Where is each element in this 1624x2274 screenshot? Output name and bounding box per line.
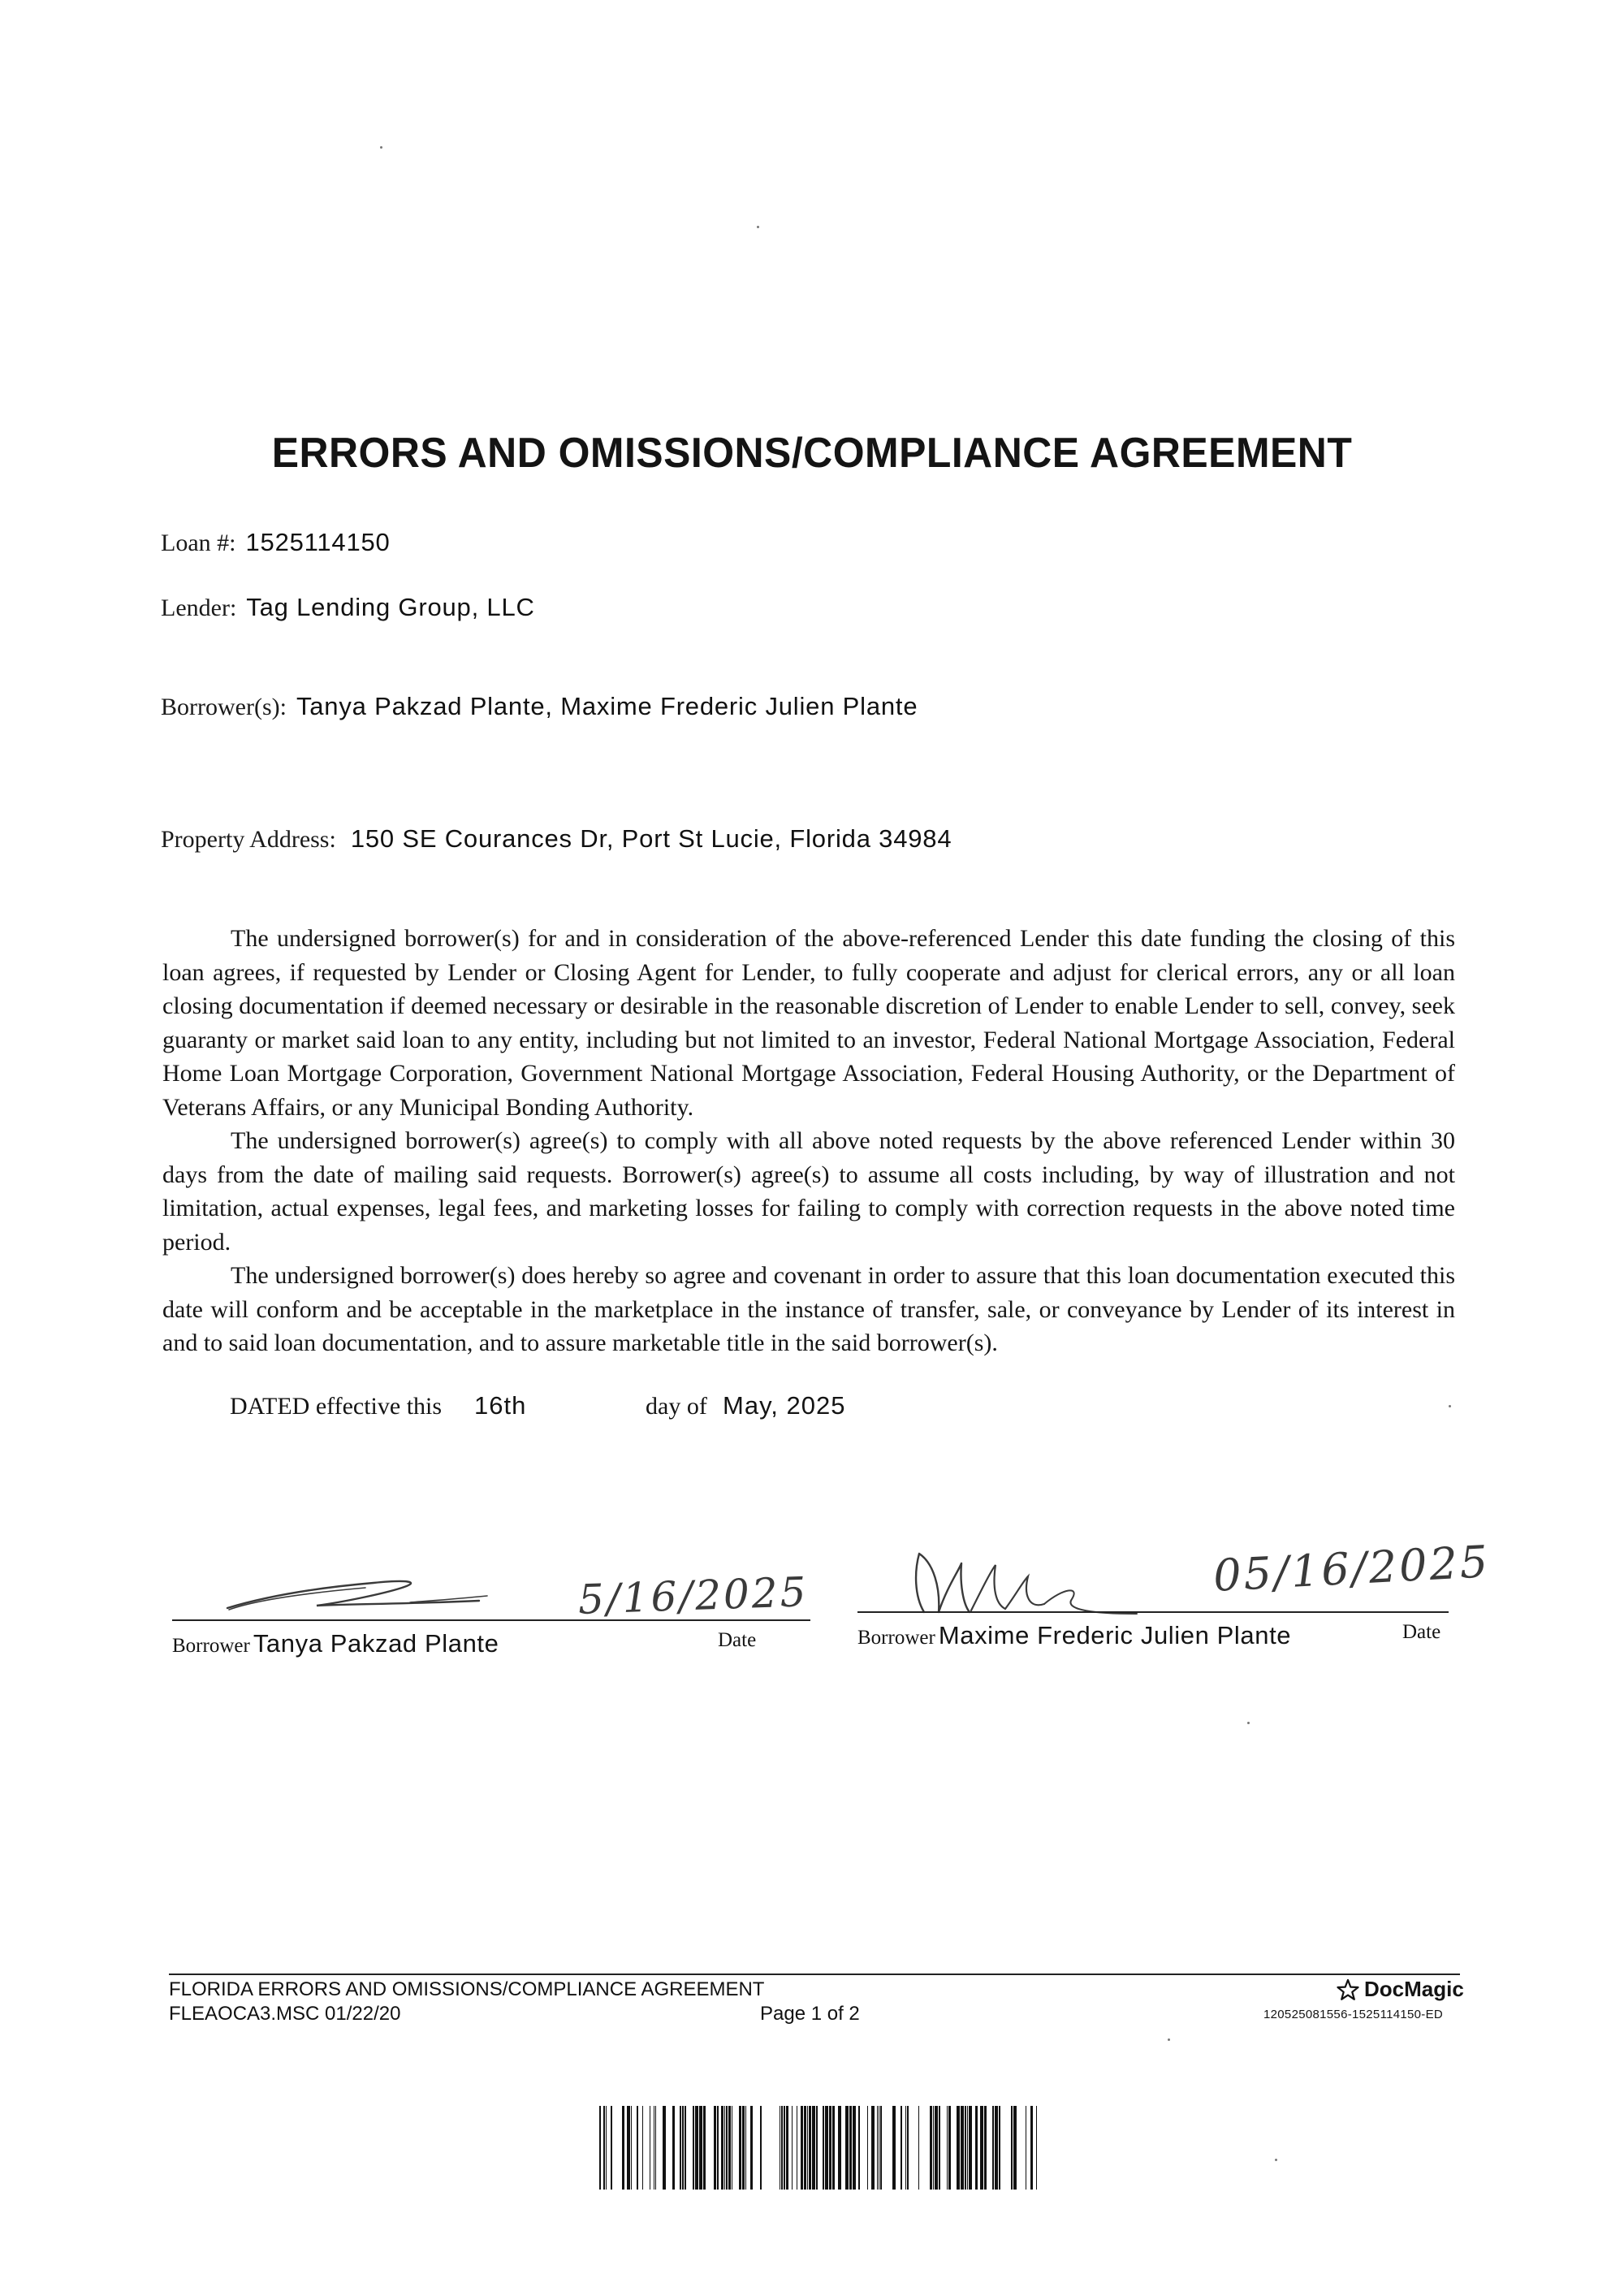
agreement-paragraph-1: The undersigned borrower(s) for and in consideration of the above-referenced Lender this date funding the closing of this loan agrees, if requested by Lender or Closing Agent for Lender, to fully cooperate and adjust for clerical errors, any or all loan closing documentation if deemed necessary or desirable in the reasonable discretion of Lender to enable Lender to sell, convey, seek guaranty or market said loan to any entity, including but not limited to an investor, Federal National Mortgage Association, Federal Home Loan Mortgage Corporation, Government National Mortgage Association, Federal Housing Authority, or the Department of Veterans Affairs, or any Municipal Bonding Authority.: [162, 925, 1455, 1121]
barcode-bar: [961, 2106, 964, 2190]
borrower-1-signature-line: [172, 1619, 810, 1621]
borrower-2-signature-line: [857, 1611, 1449, 1613]
barcode-bar: [685, 2106, 686, 2190]
barcode-bar: [807, 2106, 808, 2190]
barcode-bar: [801, 2106, 803, 2190]
barcode-bar: [792, 2106, 793, 2190]
borrower-1-date-caption: Date: [718, 1629, 757, 1651]
barcode-bar: [892, 2106, 896, 2190]
barcode-bar: [995, 2106, 998, 2190]
dated-middle: day of: [646, 1393, 707, 1420]
borrower-2-caption: [857, 1621, 1291, 1650]
barcode-bar: [871, 2106, 875, 2190]
barcode-bar: [957, 2106, 960, 2190]
footer-divider: [169, 1974, 1460, 1975]
borrowers-value: Tanya Pakzad Plante, Maxime Frederic Julien Plante: [296, 692, 918, 720]
barcode-bar: [809, 2106, 811, 2190]
borrowers-label: Borrower(s):: [161, 694, 287, 720]
document-barcode: [598, 2106, 1043, 2190]
barcode-bar: [832, 2106, 835, 2190]
footer-form-code: FLEAOCA3.MSC 01/22/20: [169, 2003, 401, 2025]
docmagic-brand: DocMagic: [1364, 1977, 1464, 2001]
barcode-bar: [969, 2106, 972, 2190]
barcode-bar: [933, 2106, 934, 2190]
barcode-bar: [631, 2106, 632, 2190]
barcode-bar: [947, 2106, 948, 2190]
barcode-bar: [867, 2106, 868, 2190]
barcode-bar: [786, 2106, 788, 2190]
barcode-bar: [682, 2106, 684, 2190]
barcode-bar: [724, 2106, 725, 2190]
property-address-label: Property Address:: [161, 826, 336, 853]
borrower-2-signature: [901, 1539, 1145, 1628]
barcode-bar: [622, 2106, 624, 2190]
borrower-1-caption: [172, 1629, 499, 1658]
barcode-bar: [980, 2106, 983, 2190]
scan-speck: [380, 146, 382, 149]
barcode-bar: [699, 2106, 702, 2190]
borrower-1-signature: [219, 1563, 512, 1636]
star-icon: [1337, 1978, 1359, 2001]
scan-speck: [1168, 2038, 1170, 2041]
barcode-bar: [825, 2106, 828, 2190]
barcode-bar: [750, 2106, 753, 2190]
property-address-row: [161, 824, 952, 854]
barcode-bar: [760, 2106, 762, 2190]
barcode-bar: [672, 2106, 675, 2190]
barcode-bar: [845, 2106, 849, 2190]
footer-form-title: FLORIDA ERRORS AND OMISSIONS/COMPLIANCE AGREEMENT: [169, 1978, 765, 2000]
barcode-bar: [642, 2106, 643, 2190]
barcode-bar: [714, 2106, 716, 2190]
barcode-bar: [1013, 2106, 1017, 2190]
barcode-bar: [804, 2106, 806, 2190]
barcode-bar: [918, 2106, 919, 2190]
docmagic-logo: [1337, 1977, 1464, 2002]
barcode-bar: [739, 2106, 741, 2190]
agreement-body: [162, 922, 1455, 1360]
docmagic-document-code: 120525081556-1525114150-ED: [1263, 2008, 1444, 2021]
borrower-2-handwritten-date: 05/16/2025: [1212, 1536, 1492, 1602]
barcode-bar: [721, 2106, 723, 2190]
borrower-2-name: Maxime Frederic Julien Plante: [938, 1621, 1292, 1649]
barcode-bar: [816, 2106, 818, 2190]
barcode-bar: [726, 2106, 728, 2190]
barcode-bar: [812, 2106, 815, 2190]
scan-speck: [1275, 2159, 1277, 2161]
barcode-bar: [992, 2106, 994, 2190]
barcode-bar: [1036, 2106, 1037, 2190]
barcode-bar: [901, 2106, 902, 2190]
barcode-bar: [611, 2106, 612, 2190]
barcode-bar: [703, 2106, 706, 2190]
dated-day: 16th: [474, 1391, 527, 1420]
barcode-bar: [693, 2106, 694, 2190]
barcode-bar: [823, 2106, 824, 2190]
barcode-bar: [967, 2106, 968, 2190]
barcode-bar: [935, 2106, 938, 2190]
barcode-bar: [655, 2106, 656, 2190]
dated-month-year: May, 2025: [723, 1391, 846, 1420]
property-address-value: 150 SE Courances Dr, Port St Lucie, Florida 34984: [350, 824, 952, 853]
agreement-paragraph-2: The undersigned borrower(s) agree(s) to comply with all above noted requests by the above referenced Lender within 30 days from the date of mailing said requests. Borrower(s) agree(s) to assume all costs including, by way of illustration and not limitation, actual expenses, legal fees, and marketing losses for failing to comply with correction requests in the above noted time period.: [162, 1127, 1455, 1256]
barcode-bar: [858, 2106, 860, 2190]
barcode-bar: [742, 2106, 745, 2190]
scan-speck: [1247, 1722, 1250, 1724]
borrower-2-label: Borrower: [857, 1627, 935, 1649]
barcode-bar: [849, 2106, 852, 2190]
loan-number-label: Loan #:: [161, 530, 236, 556]
barcode-bar: [877, 2106, 878, 2190]
barcode-bar: [948, 2106, 951, 2190]
barcode-bar: [637, 2106, 638, 2190]
barcode-bar: [606, 2106, 607, 2190]
barcode-bar: [728, 2106, 731, 2190]
barcode-bar: [905, 2106, 906, 2190]
barcode-bar: [603, 2106, 605, 2190]
barcode-bar: [965, 2106, 966, 2190]
borrower-2-date-caption: Date: [1402, 1621, 1441, 1643]
scan-speck: [757, 226, 759, 228]
loan-number-value: 1525114150: [245, 528, 391, 556]
agreement-paragraph-3: The undersigned borrower(s) does hereby so agree and covenant in order to assure that this loan documentation executed this date will conform and be acceptable in the marketplace in the instance of transfer, sale, or conveyance by Lender of its interest in and to said loan documentation, and to assure marketable title in the said borrower(s).: [162, 1262, 1455, 1356]
barcode-bar: [975, 2106, 978, 2190]
barcode-bar: [627, 2106, 630, 2190]
lender-label: Lender:: [161, 594, 237, 621]
barcode-bar: [599, 2106, 601, 2190]
barcode-bar: [907, 2106, 909, 2190]
barcode-bar: [853, 2106, 856, 2190]
barcode-bar: [1011, 2106, 1013, 2190]
borrower-1-name: Tanya Pakzad Plante: [253, 1629, 499, 1658]
scan-speck: [1449, 1405, 1451, 1407]
dated-prefix: DATED effective this: [230, 1393, 443, 1420]
barcode-bar: [717, 2106, 719, 2190]
lender-value: Tag Lending Group, LLC: [246, 593, 535, 621]
barcode-bar: [999, 2106, 1000, 2190]
barcode-bar: [880, 2106, 882, 2190]
barcode-bar: [939, 2106, 940, 2190]
lender-row: [161, 593, 535, 622]
barcode-bar: [680, 2106, 681, 2190]
barcode-bar: [745, 2106, 746, 2190]
loan-number-row: [161, 528, 391, 557]
barcode-bar: [784, 2106, 785, 2190]
barcode-bar: [984, 2106, 987, 2190]
document-title: ERRORS AND OMISSIONS/COMPLIANCE AGREEMENT: [271, 430, 1353, 477]
barcode-bar: [663, 2106, 666, 2190]
footer-page-number: Page 1 of 2: [760, 2003, 860, 2025]
borrower-1-label: Borrower: [172, 1635, 250, 1657]
borrower-1-handwritten-date: 5/16/2025: [577, 1568, 810, 1623]
barcode-bar: [829, 2106, 831, 2190]
barcode-bar: [1030, 2106, 1033, 2190]
barcode-bar: [838, 2106, 841, 2190]
borrowers-row: [161, 692, 918, 721]
barcode-bar: [695, 2106, 698, 2190]
barcode-bar: [781, 2106, 783, 2190]
barcode-bar: [930, 2106, 932, 2190]
